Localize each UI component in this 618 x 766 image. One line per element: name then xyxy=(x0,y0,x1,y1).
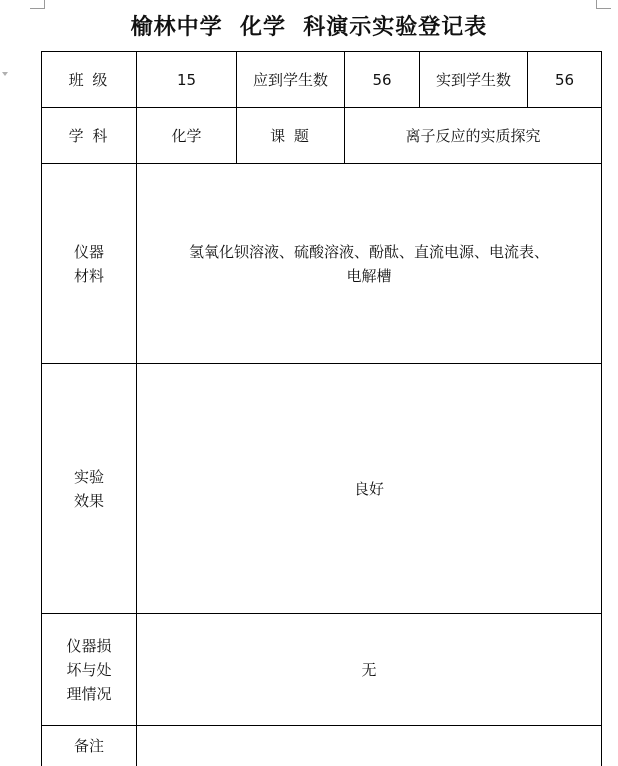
effect-label xyxy=(42,364,137,614)
experiment-record-table xyxy=(41,51,602,766)
subject-label: 学 科 xyxy=(42,108,137,164)
margin-dropdown-icon xyxy=(2,72,8,76)
subject-value: 化学 xyxy=(137,108,237,164)
effect-label-line2: 效果 xyxy=(73,491,104,510)
damage-value: 无 xyxy=(137,614,602,726)
topic-value: 离子反应的实质探究 xyxy=(345,108,602,164)
page-corner-mark-left xyxy=(30,0,45,9)
page-corner-mark-right xyxy=(596,0,611,9)
table-row-remarks xyxy=(42,726,602,766)
damage-label-line1: 仪器损 xyxy=(66,636,112,655)
damage-label-line2: 坏与处 xyxy=(66,660,112,679)
damage-label xyxy=(42,614,137,726)
table-row-class-info xyxy=(42,52,602,108)
effect-value: 良好 xyxy=(137,364,602,614)
materials-label-line1: 仪器 xyxy=(73,242,104,261)
effect-label-line1: 实验 xyxy=(73,467,104,486)
table-row-materials xyxy=(42,164,602,364)
remarks-value xyxy=(137,726,602,766)
table-row-subject xyxy=(42,108,602,164)
damage-label-line3: 理情况 xyxy=(66,684,112,703)
page-title: 榆林中学 化学 科演示实验登记表 xyxy=(130,15,488,40)
class-value: 15 xyxy=(137,52,237,108)
actual-students-label: 实到学生数 xyxy=(420,52,528,108)
materials-label-line2: 材料 xyxy=(73,266,104,285)
table-row-damage xyxy=(42,614,602,726)
topic-label: 课 题 xyxy=(237,108,345,164)
expected-students-label: 应到学生数 xyxy=(237,52,345,108)
materials-label xyxy=(42,164,137,364)
materials-value xyxy=(137,164,602,364)
expected-students-value: 56 xyxy=(345,52,420,108)
materials-value-line1: 氢氧化钡溶液、硫酸溶液、酚酞、直流电源、电流表、 xyxy=(188,242,549,261)
class-label: 班 级 xyxy=(42,52,137,108)
materials-value-line2: 电解槽 xyxy=(346,266,392,285)
remarks-label: 备注 xyxy=(42,726,137,766)
table-row-effect xyxy=(42,364,602,614)
actual-students-value: 56 xyxy=(528,52,602,108)
